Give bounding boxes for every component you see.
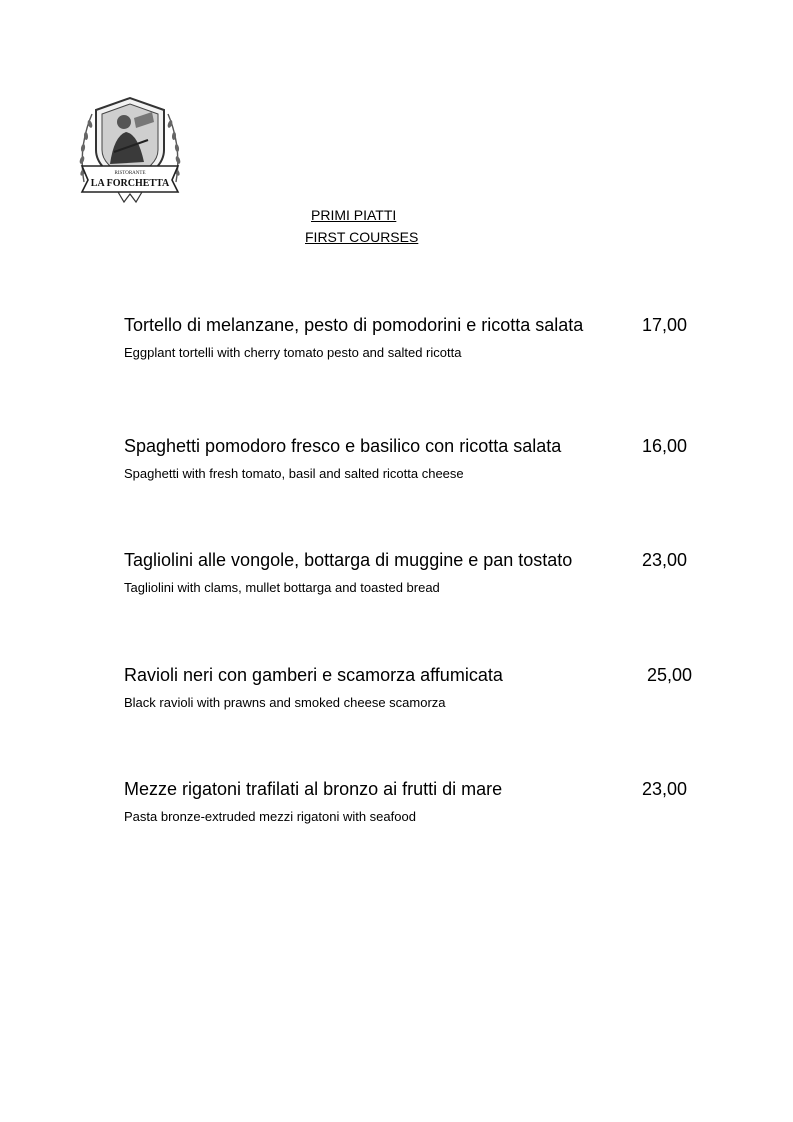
menu-item	[124, 779, 704, 824]
dish-name: Spaghetti pomodoro fresco e basilico con ricotta salata	[124, 436, 562, 456]
dish-description: Pasta bronze-extruded mezzi rigatoni with seafood	[124, 809, 416, 824]
dish-name: Tagliolini alle vongole, bottarga di muggine e pan tostato	[124, 550, 573, 570]
logo-text-main: LA FORCHETTA	[90, 178, 170, 189]
dish-description: Spaghetti with fresh tomato, basil and salted ricotta cheese	[124, 466, 464, 481]
menu-item	[124, 550, 704, 595]
dish-description: Tagliolini with clams, mullet bottarga and toasted bread	[124, 580, 440, 595]
dish-name: Tortello di melanzane, pesto di pomodorini e ricotta salata	[124, 315, 584, 335]
section-title-italian: PRIMI PIATTI	[311, 207, 397, 223]
dish-price: 25,00	[647, 665, 693, 685]
logo-text-top: RISTORANTE	[114, 171, 146, 176]
dish-name: Ravioli neri con gamberi e scamorza affumicata	[124, 665, 503, 685]
dish-description: Eggplant tortelli with cherry tomato pesto and salted ricotta	[124, 345, 462, 360]
menu-item	[124, 436, 704, 481]
menu-item	[124, 665, 704, 710]
restaurant-logo	[74, 92, 186, 204]
dish-price: 23,00	[642, 550, 688, 570]
section-title-english: FIRST COURSES	[305, 229, 419, 245]
dish-price: 16,00	[642, 436, 688, 456]
dish-price: 23,00	[642, 779, 688, 799]
dish-price: 17,00	[642, 315, 688, 335]
menu-item	[124, 315, 704, 360]
dish-description: Black ravioli with prawns and smoked cheese scamorza	[124, 695, 446, 710]
dish-name: Mezze rigatoni trafilati al bronzo ai frutti di mare	[124, 779, 503, 799]
